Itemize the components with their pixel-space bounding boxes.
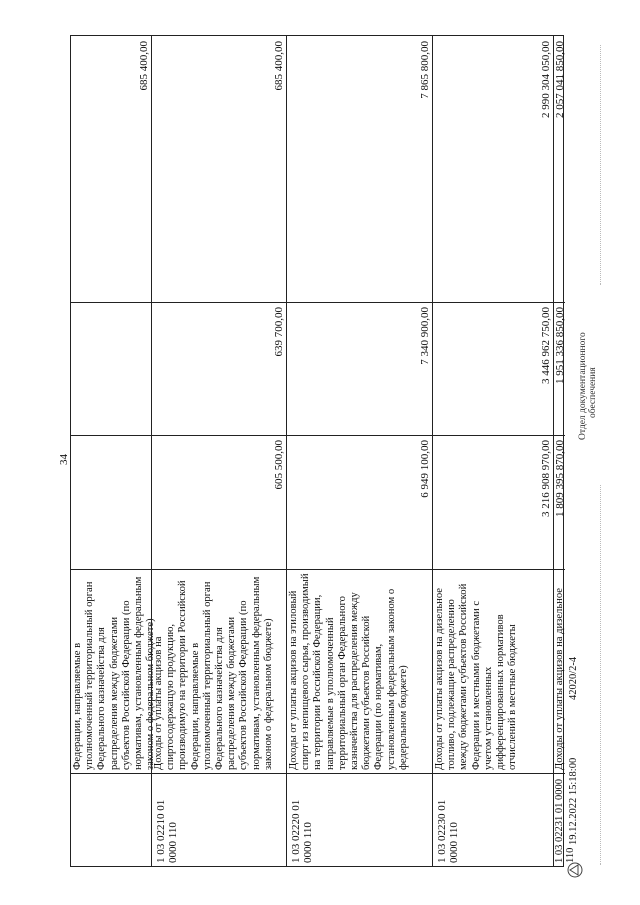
- name-cell: Доходы от уплаты акцизов на спиртосодержащую продукцию, производимую на территории Российской Федерации, направляемые в уполномоченный территориальный орган Федерального казначейства для распределения между бюджетами субъектов Российской Федерации (по нормативам, установленным федеральным законом о федеральном бюджете): [152, 569, 286, 773]
- table-row: [286, 36, 432, 866]
- table-row: [71, 36, 157, 866]
- table-row: [151, 36, 286, 866]
- value-cell-2: 7 340 900,00: [287, 302, 432, 435]
- emblem-icon: [566, 861, 584, 879]
- value-cell-2: 1 951 336 850,00: [554, 302, 565, 435]
- scan-artifact: [600, 45, 605, 285]
- page-number: 34: [58, 454, 70, 465]
- table-row: [432, 36, 553, 866]
- code-cell: [71, 773, 151, 866]
- value-cell-2: 3 446 962 750,00: [433, 302, 553, 435]
- code-cell: 1 03 02230 01 0000 110: [433, 773, 553, 866]
- print-timestamp: 19.12.2022 15:18:00: [568, 757, 579, 845]
- value-cell-1: [71, 435, 151, 569]
- department-stamp: Отдел документационного обеспечения: [578, 332, 598, 440]
- name-cell: Федерации, направляемые в уполномоченный территориальный орган Федерального казначейства для распределения между бюджетами субъектов Российской Федерации (по нормативам, установленным федеральным законом о федеральном бюджете): [71, 569, 151, 773]
- name-cell: Доходы от уплаты акцизов на этиловый спирт из непищевого сырья, производимый на территории Российской Федерации, направляемые в уполномоченный территориальный орган Федерального казначейства для распределения между бюджетами субъектов Российской Федерации (по нормативам, установленным федеральным законом о федеральном бюджете): [287, 569, 432, 773]
- value-cell-2: [71, 302, 151, 435]
- code-cell: 1 03 02231 01 0000 110: [554, 773, 565, 866]
- value-cell-1: 605 500,00: [152, 435, 286, 569]
- value-cell-3: 685 400,00: [273, 41, 285, 91]
- scan-artifact: [600, 485, 605, 865]
- document-code: 42020/2-4: [568, 656, 579, 700]
- name-cell: Доходы от уплаты акцизов на дизельное: [554, 569, 565, 773]
- value-cell-1: 1 809 395 870,00: [554, 435, 565, 569]
- name-cell: Доходы от уплаты акцизов на дизельное топливо, подлежащие распределению между бюджетами субъектов Российской Федерации и местными бюджетами с учетом установленных дифференцированных нормативов отчислений в местные бюджеты: [433, 569, 553, 773]
- code-cell: 1 03 02220 01 0000 110: [287, 773, 432, 866]
- value-cell-3: 7 865 800,00: [419, 41, 431, 99]
- value-cell-3: 685 400,00: [138, 41, 150, 91]
- value-cell-2: 639 700,00: [152, 302, 286, 435]
- code-cell: 1 03 02210 01 0000 110: [152, 773, 286, 866]
- value-cell-1: 6 949 100,00: [287, 435, 432, 569]
- value-cell-1: 3 216 908 970,00: [433, 435, 553, 569]
- value-cell-3: 2 057 041 850,00: [554, 41, 566, 118]
- value-cell-3: 2 990 304 050,00: [540, 41, 552, 118]
